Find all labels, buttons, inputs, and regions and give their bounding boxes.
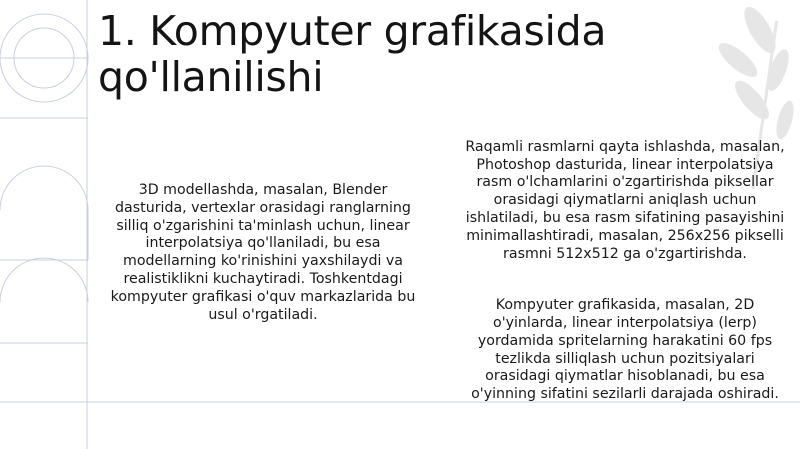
outer-circle-ornament — [0, 14, 88, 102]
slide-title-line2: qo'llanilishi — [98, 53, 324, 101]
right-text-column — [462, 121, 788, 422]
slide-title — [98, 8, 738, 100]
left-text-block: 3D modellashda, masalan, Blender dasturida, vertexlar orasidagi ranglarning silliq o'zgarishini ta'minlash uchun, linear interpolatsiya qo'llaniladi, bu esa modellarning ko'rinishini yaxshilaydi va realistiklikni kuchaytiradi. Toshkentdagi kompyuter grafikasi o'quv markazlarida bu usul o'rgatiladi. — [110, 182, 416, 323]
right-paragraph-2: Kompyuter grafikasida, masalan, 2D o'yinlarda, linear interpolatsiya (lerp) yordamida spritelarning harakatini 60 fps tezlikda silliqlash uchun pozitsiyalari orasidagi qiymatlar hisoblanadi, bu esa o'yinning sifatini sezilarli darajada oshiradi. — [471, 297, 779, 403]
right-paragraph-1: Raqamli rasmlarni qayta ishlashda, masalan, Photoshop dasturida, linear interpolatsiya rasm o'lchamlarini o'zgartirishda piksellar orasidagi qiymatlarni aniqlash uchun ishlatiladi, bu esa rasm sifatining pasayishini minimallashtiradi, masalan, 256x256 pikselli rasmni 512x512 ga o'zgartirishda. — [465, 138, 785, 262]
slide-title-line1: 1. Kompyuter grafikasida — [98, 7, 607, 55]
inner-circle-ornament — [14, 28, 74, 88]
lower-arc-ornament — [0, 258, 88, 302]
arc-ornament — [0, 166, 88, 260]
